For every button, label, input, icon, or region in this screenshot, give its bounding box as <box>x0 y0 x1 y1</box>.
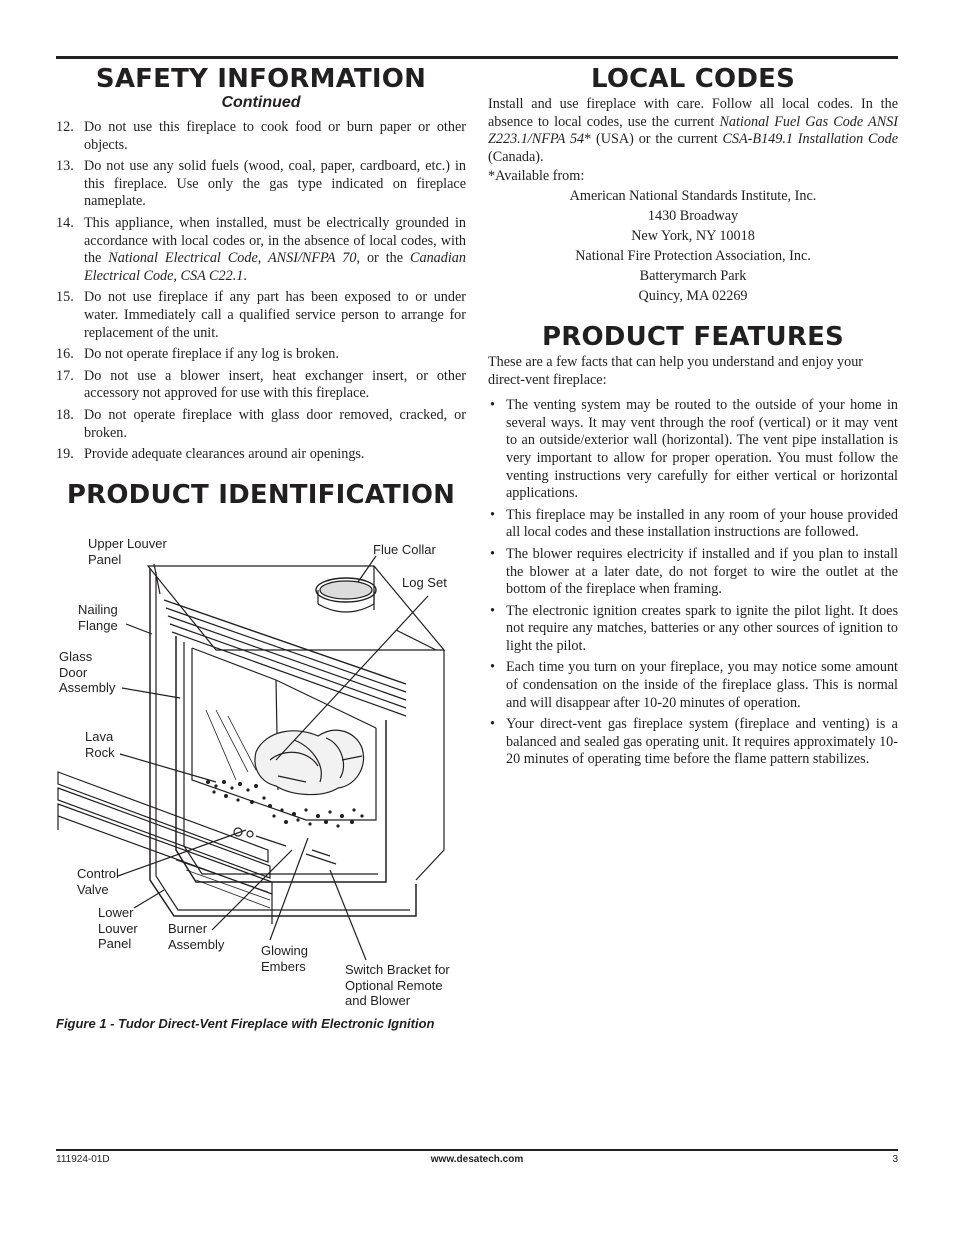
feature-item <box>488 546 898 599</box>
safety-item-text: Do not use any solid fuels (wood, coal, paper, cardboard, etc.) in this fireplace. Use only the gas type indicated on fireplace nameplate. <box>84 158 466 210</box>
feature-item-text: The electronic ignition creates spark to ignite the pilot light. It does not require any matches, batteries or any other sources of ignition to light the pilot. <box>506 602 898 654</box>
local-codes-intro: Install and use fireplace with care. Follow all local codes. In the absence to local codes, use the current National Fuel Gas Code ANSI Z223.1/NFPA 54* (USA) or the current CSA-B149.1 Installation Code (Canada). <box>488 96 898 165</box>
safety-item <box>56 215 466 285</box>
bullet-icon: • <box>490 397 495 414</box>
address-line: 1430 Broadway <box>647 207 739 224</box>
address-ansi <box>488 186 898 246</box>
safety-item-text: Provide adequate clearances around air openings. <box>84 446 365 463</box>
safety-item-number: 19. <box>56 446 74 463</box>
bullet-icon: • <box>490 659 495 676</box>
feature-item-text: The venting system may be routed to the outside of your home in several ways. It may vent through the roof (vertical) or it may vent to an outside/exterior wall (horizontal). The vent pipe installation is very important to allow for proper operation. You must follow the venting instructions very carefully for either vertical or horizontal applications. <box>506 397 898 502</box>
label-switch-bracket: Switch Bracket for Optional Remote and Blower <box>345 962 450 1008</box>
top-rule <box>56 56 898 59</box>
safety-list <box>56 119 466 464</box>
fireplace-figure <box>56 520 476 1020</box>
safety-item-text: Do not operate fireplace with glass door removed, cracked, or broken. <box>84 406 466 441</box>
features-list <box>488 397 898 769</box>
safety-item-number: 17. <box>56 367 74 384</box>
safety-item-text: This appliance, when installed, must be electrically grounded in accordance with local codes or, in the absence of local codes, with the National Electrical Code, ANSI/NFPA 70, or the Canadian Electrical Code, CSA C22.1. <box>84 214 466 284</box>
address-line: Quincy, MA 02269 <box>638 287 748 304</box>
address-line: National Fire Protection Association, Inc. <box>575 247 811 264</box>
footer-part-number: 111924-01D <box>56 1154 110 1165</box>
bullet-icon: • <box>490 506 495 523</box>
bullet-icon: • <box>490 545 495 562</box>
figure-caption: Figure 1 - Tudor Direct-Vent Fireplace with Electronic Ignition <box>56 1016 435 1031</box>
address-line: New York, NY 10018 <box>631 227 755 244</box>
safety-item <box>56 158 466 211</box>
safety-item-number: 18. <box>56 406 74 423</box>
feature-item <box>488 659 898 712</box>
label-flue-collar: Flue Collar <box>373 542 436 557</box>
label-upper-louver-panel: Upper Louver Panel <box>88 536 167 567</box>
feature-item-text: This fireplace may be installed in any room of your house provided all local codes and these installation instructions are followed. <box>506 506 898 541</box>
left-column <box>56 62 466 512</box>
footer-page-number: 3 <box>892 1154 898 1165</box>
feature-item <box>488 716 898 769</box>
safety-item-number: 13. <box>56 158 74 175</box>
right-column <box>488 62 898 773</box>
footer-website: www.desatech.com <box>430 1154 524 1165</box>
safety-subtitle: Continued <box>221 94 301 111</box>
safety-item-text: Do not use a blower insert, heat exchanger insert, or other accessory not approved for use with this fireplace. <box>84 367 466 402</box>
safety-item-number: 16. <box>56 346 74 363</box>
safety-item-number: 15. <box>56 289 74 306</box>
safety-item <box>56 446 466 464</box>
address-line: Batterymarch Park <box>639 267 747 284</box>
safety-item <box>56 346 466 364</box>
safety-item-text: Do not operate fireplace if any log is broken. <box>84 346 339 363</box>
safety-item <box>56 407 466 442</box>
label-control-valve: Control Valve <box>77 866 119 897</box>
safety-item-number: 14. <box>56 214 74 231</box>
features-intro: These are a few facts that can help you understand and enjoy your direct-vent fireplace: <box>488 353 864 388</box>
feature-item <box>488 603 898 656</box>
label-burner-assembly: Burner Assembly <box>168 921 225 952</box>
bottom-rule <box>56 1149 898 1151</box>
label-lower-louver-panel: Lower Louver Panel <box>98 905 138 951</box>
feature-item-text: Your direct-vent gas fireplace system (fireplace and venting) is a balanced and sealed gas operating unit. It requires approximately 10-20 minutes of operating time before the flame pattern stabilizes. <box>506 716 898 768</box>
local-codes-title: LOCAL CODES <box>590 64 796 94</box>
identification-title: PRODUCT IDENTIFICATION <box>66 479 456 510</box>
label-glass-door-assembly: Glass Door Assembly <box>59 649 116 695</box>
safety-item <box>56 289 466 342</box>
safety-item <box>56 368 466 403</box>
safety-item-number: 12. <box>56 119 74 135</box>
safety-item <box>56 119 466 154</box>
feature-item <box>488 507 898 542</box>
bullet-icon: • <box>490 716 495 733</box>
bullet-icon: • <box>490 602 495 619</box>
features-title: PRODUCT FEATURES <box>542 321 844 352</box>
label-glowing-embers: Glowing Embers <box>261 943 308 974</box>
feature-item <box>488 397 898 503</box>
safety-item-text: Do not use fireplace if any part has been exposed to or under water. Immediately call a qualified service person to arrange for replacement of the unit. <box>84 289 466 341</box>
available-from: *Available from: <box>488 168 585 185</box>
label-lava-rock: Lava Rock <box>85 729 115 760</box>
address-nfpa <box>488 246 898 306</box>
safety-title: SAFETY INFORMATION <box>95 64 427 94</box>
feature-item-text: The blower requires electricity if installed and if you plan to install the blower at a later date, do not forget to wire the outlet at the bottom of the fireplace when framing. <box>506 545 898 598</box>
address-line: American National Standards Institute, Inc. <box>569 187 817 204</box>
label-nailing-flange: Nailing Flange <box>78 602 118 633</box>
safety-item-text: Do not use this fireplace to cook food or burn paper or other objects. <box>84 119 466 153</box>
feature-item-text: Each time you turn on your fireplace, you may notice some amount of condensation on the inside of the fireplace glass. This is normal and will disappear after 10-20 minutes of operation. <box>506 659 898 711</box>
label-log-set: Log Set <box>402 575 447 590</box>
